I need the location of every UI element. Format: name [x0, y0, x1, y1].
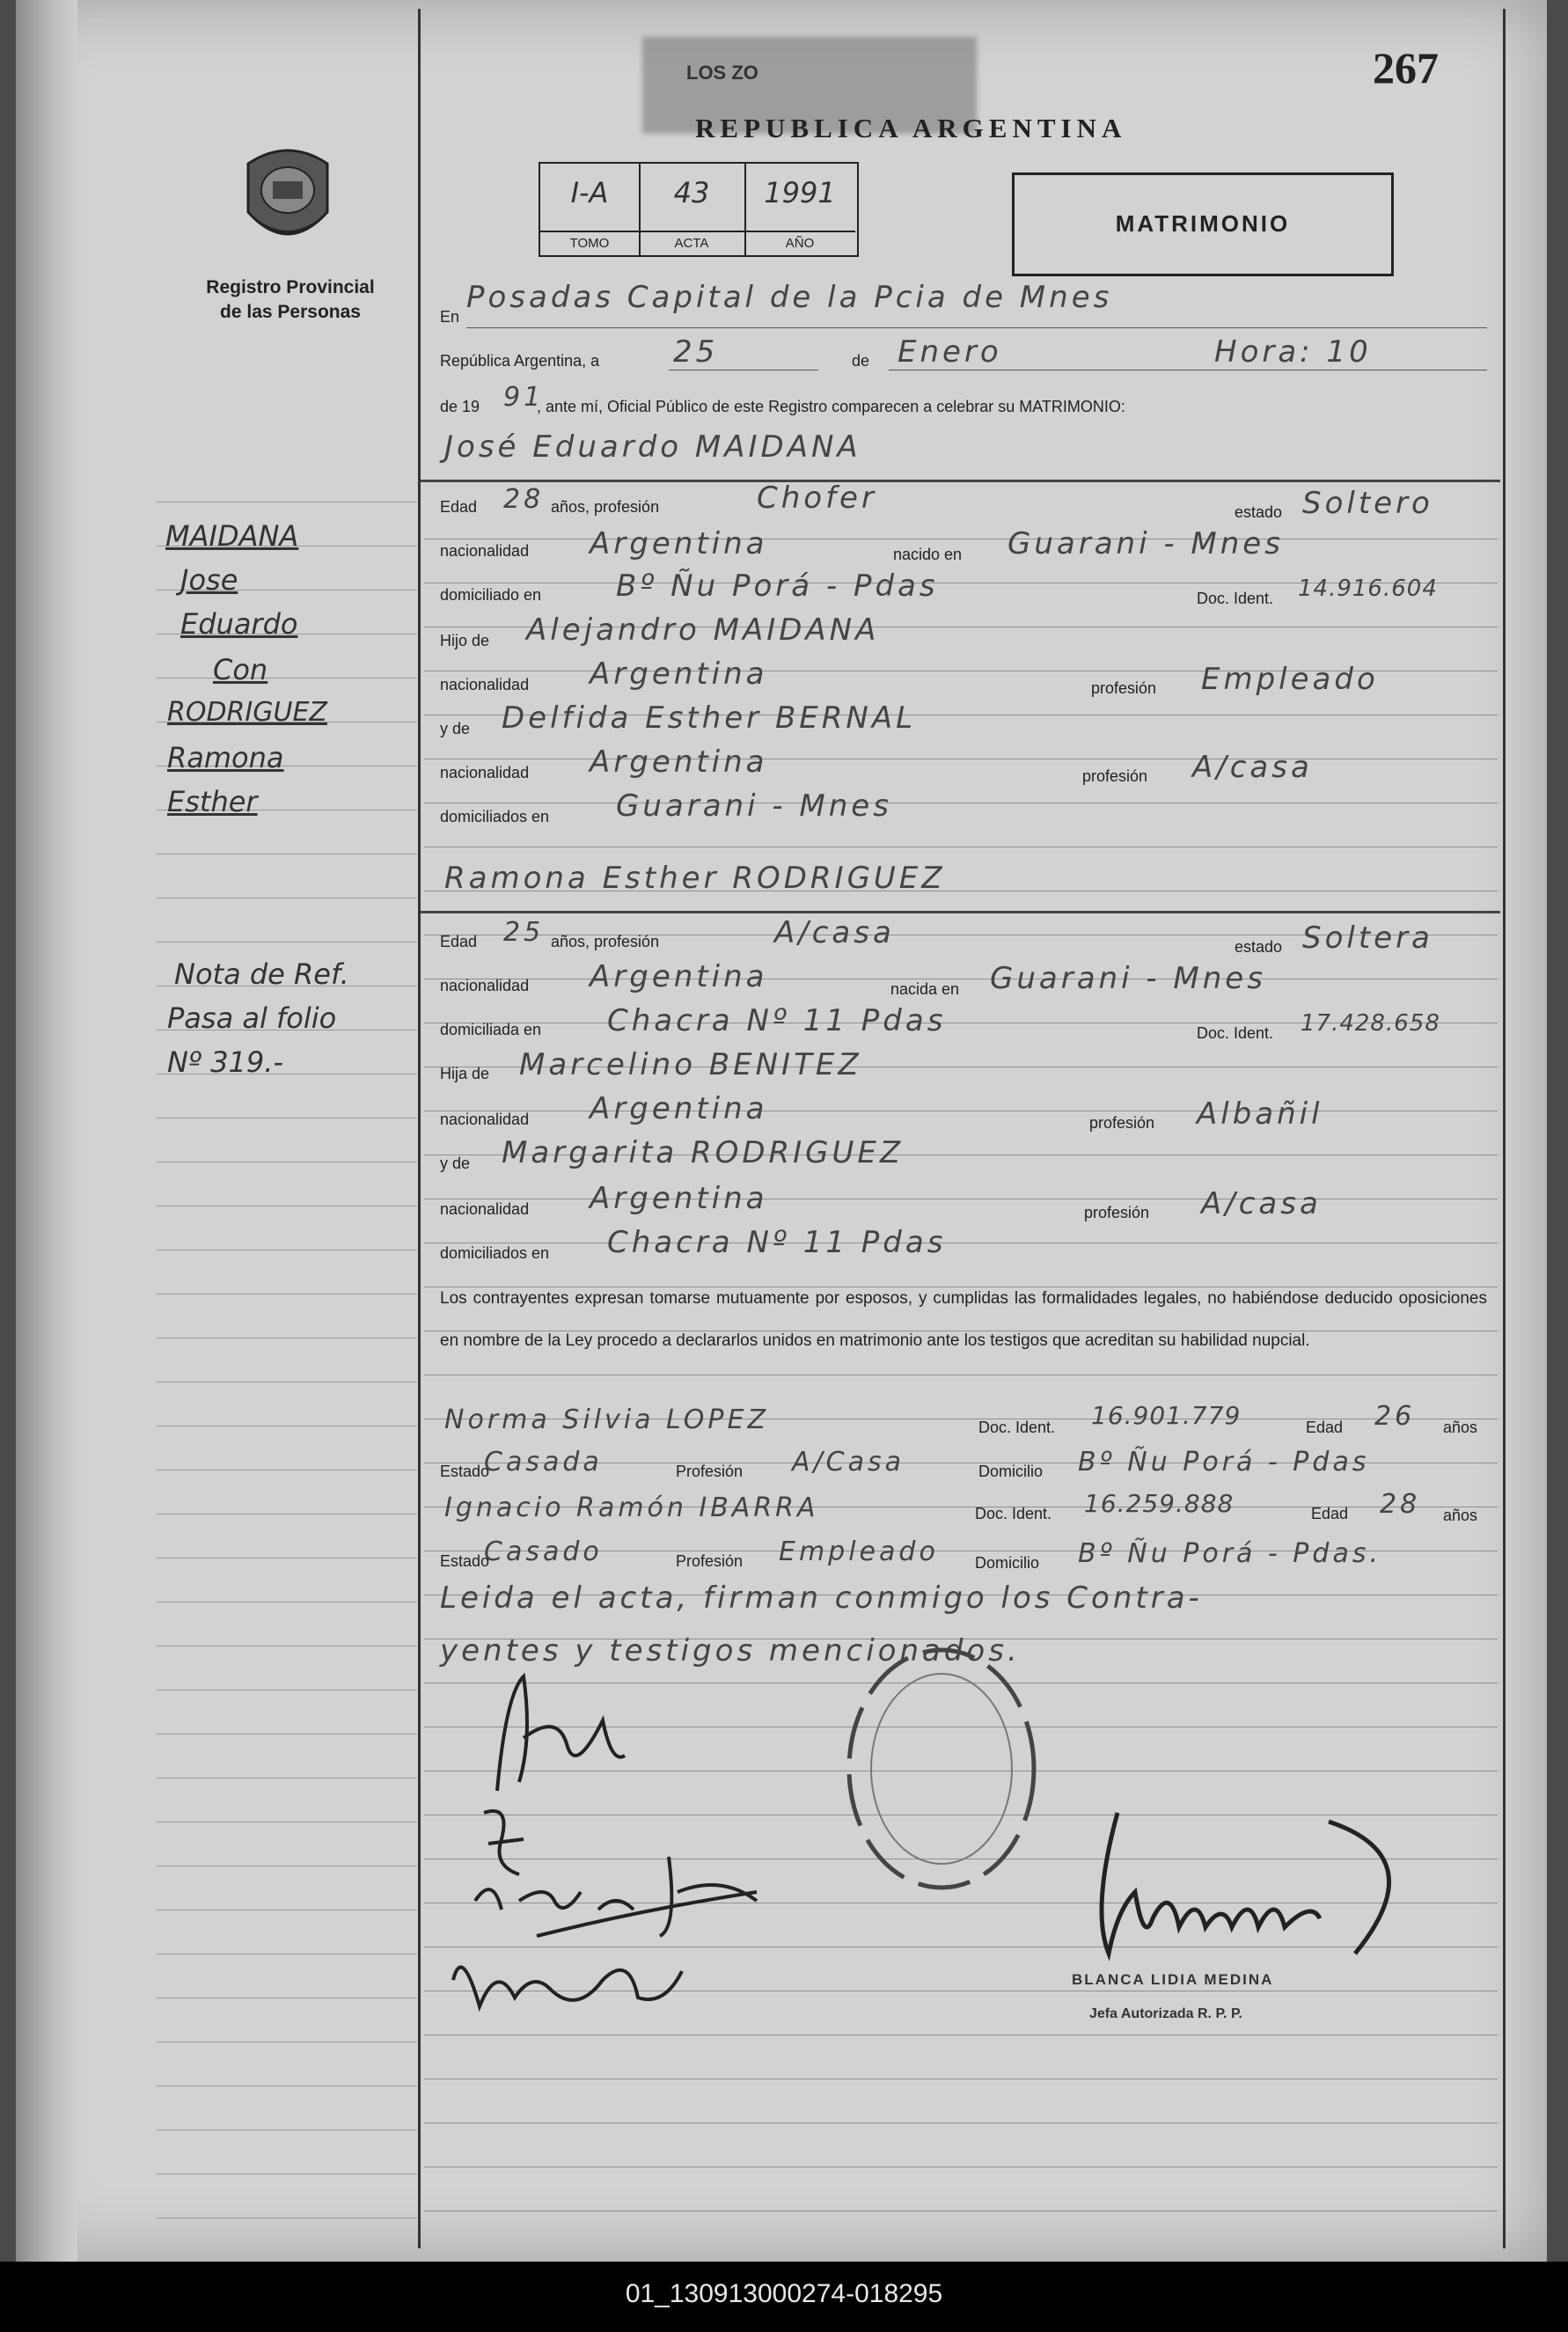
groom-padre-prof: Empleado	[1201, 662, 1379, 697]
bride-doc-label: Doc. Ident.	[1197, 1024, 1274, 1042]
acta-label: ACTA	[639, 231, 744, 255]
groom-prof-label: años, profesión	[551, 498, 660, 516]
witness-signature-2	[444, 1936, 708, 2024]
closing-line-2: yentes y testigos mencionados.	[440, 1633, 1021, 1668]
en-label: En	[440, 308, 460, 326]
witness-1-anos-label: años	[1443, 1419, 1478, 1436]
groom-padre-prof-label: profesión	[1091, 679, 1157, 697]
margin-note-line-3: Nº 319.-	[167, 1045, 283, 1079]
bride-dom-label: domiciliada en	[440, 1021, 542, 1038]
bride-padres-dom: Chacra Nº 11 Pdas	[607, 1225, 947, 1260]
country-title: REPUBLICA ARGENTINA	[695, 113, 1127, 143]
witness-2-domicilio: Bº Ñu Porá - Pdas.	[1078, 1538, 1381, 1569]
witness-2-doc: 16.259.888	[1084, 1489, 1235, 1518]
bride-padre-prof: Albañil	[1197, 1096, 1323, 1132]
witness-2-prof-label: Profesión	[676, 1552, 744, 1570]
margin-name-2: Jose	[180, 563, 238, 597]
groom-madre-prof-label: profesión	[1082, 767, 1148, 785]
groom-profesion: Chofer	[757, 480, 877, 516]
groom-padre: Alejandro MAIDANA	[526, 612, 880, 648]
groom-edad: 28	[503, 484, 545, 515]
declaration-text: Los contrayentes expresan tomarse mutuamente por esposos, y cumplidas las formalidades legales, no habiéndose deducido oposiciones en nombre de la Ley procedo a declararlos unidos en matrimonio ante los testigos que acreditan su habilidad nupcial.	[440, 1289, 1487, 1350]
place-value: Posadas Capital de la Pcia de Mnes	[466, 280, 1113, 315]
witness-1-doc: 16.901.779	[1091, 1401, 1242, 1430]
groom-hijo-label: Hijo de	[440, 632, 490, 649]
witness-2-edad-label: Edad	[1311, 1505, 1349, 1522]
bride-madre-prof: A/casa	[1201, 1186, 1322, 1221]
witness-1-edad-label: Edad	[1306, 1419, 1344, 1436]
margin-name-6: Ramona	[167, 741, 284, 774]
witness-2-name: Ignacio Ramón IBARRA	[444, 1492, 819, 1523]
groom-padres-dom: Guarani - Mnes	[616, 788, 892, 824]
day-value: 25	[673, 334, 719, 370]
groom-edad-label: Edad	[440, 498, 478, 516]
ano-cell	[744, 164, 855, 255]
year-value: 91	[503, 382, 545, 413]
de-label: de	[852, 352, 870, 370]
tomo-label: TOMO	[540, 231, 639, 255]
bride-nacida-label: nacida en	[890, 980, 960, 998]
witness-signature-1	[466, 1839, 766, 1945]
margin-name-3: Eduardo	[180, 607, 298, 641]
groom-madre-prof: A/casa	[1192, 750, 1313, 785]
top-stamp-text: LOS ZO	[686, 62, 758, 84]
reference-box	[539, 162, 859, 257]
groom-domicilio: Bº Ñu Porá - Pdas	[616, 568, 939, 604]
registry-name	[167, 275, 414, 325]
bride-estado-label: estado	[1235, 938, 1283, 956]
witness-2-doc-label: Doc. Ident.	[975, 1505, 1052, 1522]
ano-value: 1991	[764, 176, 836, 209]
bride-hija-label: Hija de	[440, 1065, 490, 1082]
bride-madre-nac: Argentina	[590, 1181, 768, 1216]
groom-nacionalidad: Argentina	[590, 526, 768, 561]
bride-padre-nac-label: nacionalidad	[440, 1111, 530, 1128]
witness-1-domicilio: Bº Ñu Porá - Pdas	[1078, 1447, 1370, 1478]
witness-1-prof-label: Profesión	[676, 1463, 744, 1480]
acta-cell	[639, 164, 746, 255]
bride-profesion: A/casa	[774, 915, 895, 950]
groom-padre-nac: Argentina	[590, 656, 768, 692]
groom-madre: Delfida Esther BERNAL	[502, 700, 917, 736]
groom-padre-nac-label: nacionalidad	[440, 676, 530, 693]
witness-1-estado-label: Estado	[440, 1463, 490, 1480]
groom-nacido-en: Guarani - Mnes	[1007, 526, 1284, 561]
official-title: Jefa Autorizada R. P. P.	[1089, 2006, 1242, 2021]
official-name: BLANCA LIDIA MEDINA	[1072, 1971, 1274, 1988]
margin-note-line-2: Pasa al folio	[167, 1001, 337, 1035]
witness-1-doc-label: Doc. Ident.	[978, 1419, 1056, 1436]
witness-2-estado: Casado	[484, 1536, 603, 1567]
groom-padres-dom-label: domiciliados en	[440, 808, 550, 825]
coat-of-arms-icon	[239, 137, 336, 252]
round-official-stamp	[836, 1637, 1047, 1901]
bride-padre-prof-label: profesión	[1089, 1114, 1155, 1132]
page-binding	[16, 0, 77, 2262]
hora-value: Hora: 10	[1214, 334, 1372, 370]
registry-name-line-1: Registro Provincial	[206, 277, 375, 297]
witness-2-profesion: Empleado	[779, 1536, 939, 1567]
groom-dom-label: domiciliado en	[440, 586, 542, 604]
record-type-box	[1012, 172, 1394, 276]
witness-1-edad: 26	[1374, 1401, 1416, 1432]
acta-value: 43	[673, 176, 710, 209]
bride-nacionalidad: Argentina	[590, 959, 768, 994]
margin-name-7: Esther	[167, 785, 258, 818]
bride-padres-dom-label: domiciliados en	[440, 1244, 550, 1262]
witness-1-profesion: A/Casa	[792, 1447, 905, 1478]
witness-1-dom-label: Domicilio	[978, 1463, 1044, 1480]
groom-nacido-label: nacido en	[893, 546, 963, 563]
section-divider	[421, 480, 1500, 482]
bride-doc: 17.428.658	[1301, 1010, 1440, 1037]
closing-line-1: Leida el acta, firman conmigo los Contra-	[440, 1580, 1203, 1616]
bride-full-name: Ramona Esther RODRIGUEZ	[444, 861, 946, 896]
margin-note-line-1: Nota de Ref.	[174, 957, 349, 991]
footer-bar	[0, 2262, 1568, 2332]
republica-label: República Argentina, a	[440, 352, 600, 370]
fill-line	[466, 327, 1487, 328]
margin-name-4: Con	[213, 653, 268, 686]
month-value: Enero	[898, 334, 1002, 370]
bride-padre-nac: Argentina	[590, 1091, 768, 1126]
bride-prof-label: años, profesión	[551, 933, 660, 950]
bride-madre-prof-label: profesión	[1084, 1204, 1150, 1221]
bride-domicilio: Chacra Nº 11 Pdas	[607, 1003, 947, 1038]
contrayente-signature-1	[471, 1659, 647, 1800]
ano-label: AÑO	[744, 231, 855, 255]
groom-full-name: José Eduardo MAIDANA	[444, 429, 861, 465]
witness-1-name: Norma Silvia LOPEZ	[444, 1404, 769, 1435]
registry-name-line-2: de las Personas	[220, 302, 361, 322]
margin-name-1: MAIDANA	[165, 519, 299, 553]
bride-edad-label: Edad	[440, 933, 478, 950]
groom-madre-nac: Argentina	[590, 744, 768, 780]
bride-nacida-en: Guarani - Mnes	[990, 961, 1266, 996]
groom-estado: Soltero	[1302, 486, 1433, 521]
bride-padre: Marcelino BENITEZ	[519, 1047, 862, 1082]
tomo-value: I-A	[570, 176, 609, 209]
tomo-cell	[540, 164, 641, 255]
footer-image-id: 01_130913000274-018295	[625, 2279, 943, 2308]
section-divider	[421, 911, 1500, 913]
witness-2-edad: 28	[1380, 1489, 1421, 1520]
bride-nac-label: nacionalidad	[440, 977, 530, 994]
witness-2-anos-label: años	[1443, 1507, 1478, 1524]
record-type: MATRIMONIO	[1115, 210, 1291, 237]
folio-number: 267	[1373, 43, 1439, 92]
groom-doc: 14.916.604	[1298, 576, 1438, 602]
comparecen-text: , ante mí, Oficial Público de este Registro comparecen a celebrar su MATRIMONIO:	[537, 398, 1125, 415]
witness-2-dom-label: Domicilio	[975, 1554, 1040, 1572]
witness-2-estado-label: Estado	[440, 1552, 490, 1570]
bride-madre: Margarita RODRIGUEZ	[502, 1135, 905, 1170]
bride-madre-nac-label: nacionalidad	[440, 1200, 530, 1218]
groom-nac-label: nacionalidad	[440, 542, 530, 560]
groom-y-de-label: y de	[440, 720, 471, 737]
groom-madre-nac-label: nacionalidad	[440, 764, 530, 781]
groom-estado-label: estado	[1235, 503, 1283, 521]
official-signature	[1065, 1804, 1434, 1980]
bride-y-de-label: y de	[440, 1155, 471, 1172]
witness-1-estado: Casada	[484, 1447, 603, 1478]
groom-doc-label: Doc. Ident.	[1197, 590, 1274, 607]
margin-name-5: RODRIGUEZ	[167, 697, 327, 728]
year-label: de 19	[440, 398, 480, 415]
bride-estado: Soltera	[1302, 920, 1433, 956]
bride-edad: 25	[503, 917, 545, 948]
